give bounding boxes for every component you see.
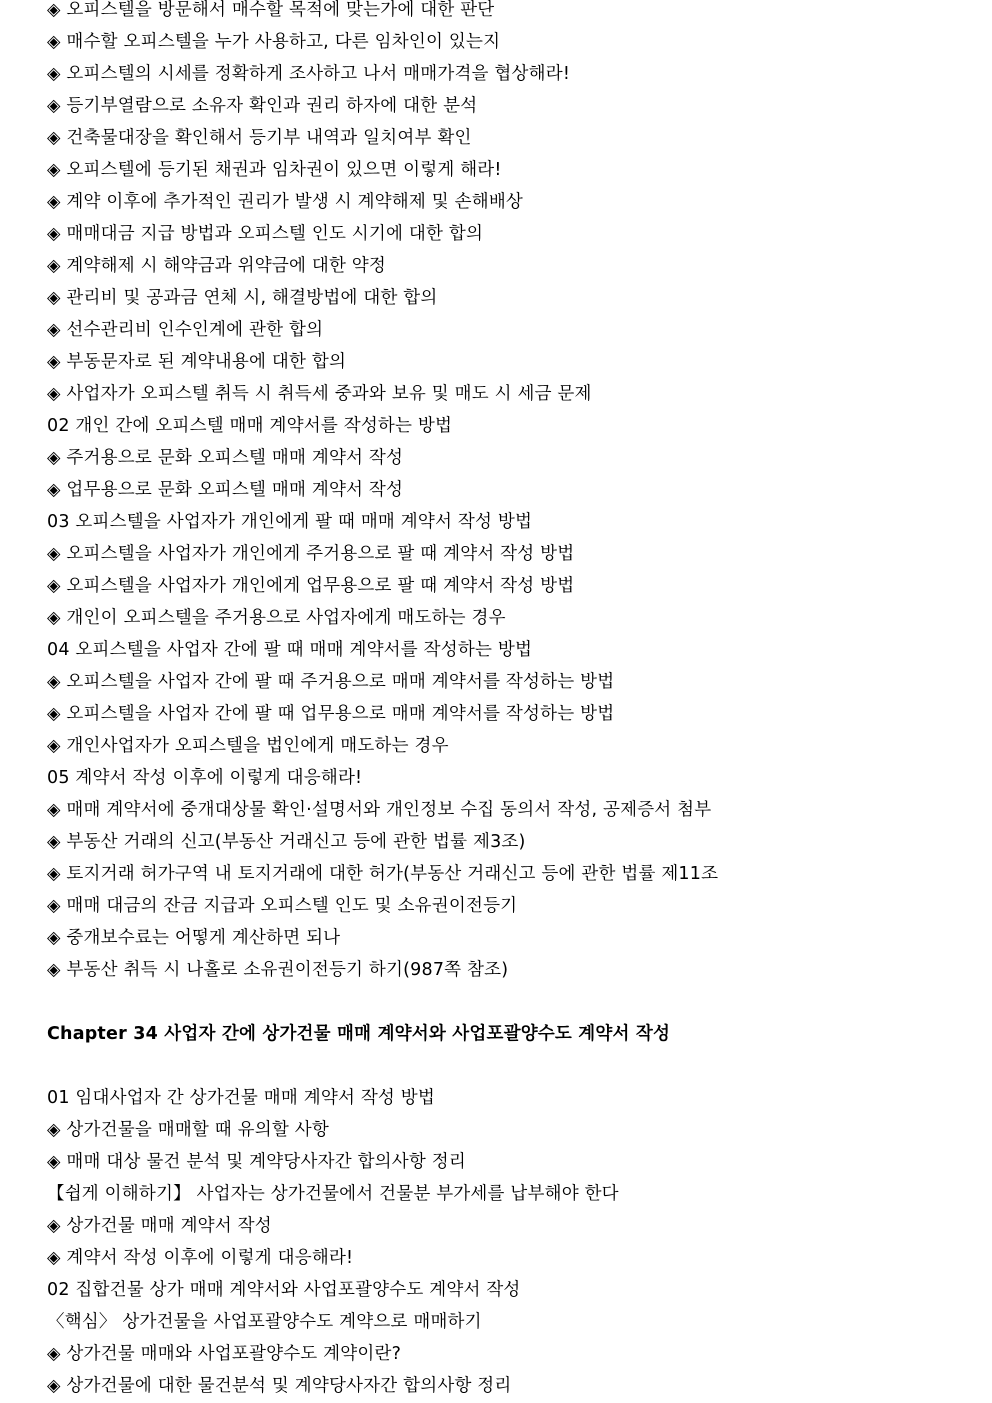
- section-heading: 04 오피스텔을 사업자 간에 팔 때 매매 계약서를 작성하는 방법: [47, 640, 533, 660]
- list-item: ◈ 오피스텔을 사업자가 개인에게 주거용으로 팔 때 계약서 작성 방법: [47, 544, 575, 564]
- list-item: ◈ 등기부열람으로 소유자 확인과 권리 하자에 대한 분석: [47, 96, 478, 116]
- note-item: 〈핵심〉 상가건물을 사업포괄양수도 계약으로 매매하기: [47, 1312, 482, 1332]
- section-heading: 02 개인 간에 오피스텔 매매 계약서를 작성하는 방법: [47, 416, 453, 436]
- list-item: ◈ 상가건물 매매 계약서 작성: [47, 1216, 272, 1236]
- list-item: ◈ 선수관리비 인수인계에 관한 합의: [47, 320, 324, 340]
- list-item: ◈ 계약 이후에 추가적인 권리가 발생 시 계약해제 및 손해배상: [47, 192, 524, 212]
- list-item: ◈ 매매대금 지급 방법과 오피스텔 인도 시기에 대한 합의: [47, 224, 484, 244]
- list-item: ◈ 부동산 취득 시 나홀로 소유권이전등기 하기(987쪽 참조): [47, 960, 509, 980]
- list-item: ◈ 오피스텔의 시세를 정확하게 조사하고 나서 매매가격을 협상해라!: [47, 64, 571, 84]
- list-item: ◈ 상가건물 매매와 사업포괄양수도 계약이란?: [47, 1344, 402, 1364]
- list-item: ◈ 개인사업자가 오피스텔을 법인에게 매도하는 경우: [47, 736, 449, 756]
- list-item: ◈ 관리비 및 공과금 연체 시, 해결방법에 대한 합의: [47, 288, 438, 308]
- list-item: ◈ 계약해제 시 해약금과 위약금에 대한 약정: [47, 256, 387, 276]
- list-item: ◈ 개인이 오피스텔을 주거용으로 사업자에게 매도하는 경우: [47, 608, 506, 628]
- section-heading: 01 임대사업자 간 상가건물 매매 계약서 작성 방법: [47, 1088, 436, 1108]
- document-body: [47, 0, 977, 1402]
- list-item: ◈ 오피스텔을 방문해서 매수할 목적에 맞는가에 대한 판단: [47, 0, 495, 20]
- list-item: ◈ 오피스텔에 등기된 채권과 임차권이 있으면 이렇게 해라!: [47, 160, 502, 180]
- list-item: ◈ 중개보수료는 어떻게 계산하면 되나: [47, 928, 341, 948]
- list-item: ◈ 건축물대장을 확인해서 등기부 내역과 일치여부 확인: [47, 128, 472, 148]
- list-item: ◈ 사업자가 오피스텔 취득 시 취득세 중과와 보유 및 매도 시 세금 문제: [47, 384, 592, 404]
- list-item: ◈ 주거용으로 문화 오피스텔 매매 계약서 작성: [47, 448, 404, 468]
- list-item: ◈ 오피스텔을 사업자 간에 팔 때 주거용으로 매매 계약서를 작성하는 방법: [47, 672, 615, 692]
- list-item: ◈ 매매 계약서에 중개대상물 확인·설명서와 개인정보 수집 동의서 작성, 공제증서 첨부: [47, 800, 712, 820]
- chapter-title: Chapter 34 사업자 간에 상가건물 매매 계약서와 사업포괄양수도 계약서 작성: [47, 1024, 671, 1044]
- note-item: 【쉽게 이해하기】 사업자는 상가건물에서 건물분 부가세를 납부해야 한다: [47, 1184, 619, 1204]
- section-heading: 03 오피스텔을 사업자가 개인에게 팔 때 매매 계약서 작성 방법: [47, 512, 533, 532]
- list-item: ◈ 계약서 작성 이후에 이렇게 대응해라!: [47, 1248, 354, 1268]
- list-item: ◈ 상가건물을 매매할 때 유의할 사항: [47, 1120, 329, 1140]
- section-heading: 02 집합건물 상가 매매 계약서와 사업포괄양수도 계약서 작성: [47, 1280, 521, 1300]
- blank-line: [47, 986, 977, 1018]
- blank-line: [47, 1050, 977, 1082]
- list-item: ◈ 업무용으로 문화 오피스텔 매매 계약서 작성: [47, 480, 404, 500]
- list-item: ◈ 매매 대금의 잔금 지급과 오피스텔 인도 및 소유권이전등기: [47, 896, 518, 916]
- list-item: ◈ 오피스텔을 사업자 간에 팔 때 업무용으로 매매 계약서를 작성하는 방법: [47, 704, 615, 724]
- list-item: ◈ 오피스텔을 사업자가 개인에게 업무용으로 팔 때 계약서 작성 방법: [47, 576, 575, 596]
- section-heading: 05 계약서 작성 이후에 이렇게 대응해라!: [47, 768, 363, 788]
- list-item: ◈ 토지거래 허가구역 내 토지거래에 대한 허가(부동산 거래신고 등에 관한 법률 제11조: [47, 864, 719, 884]
- list-item: ◈ 부동문자로 된 계약내용에 대한 합의: [47, 352, 347, 372]
- list-item: ◈ 매수할 오피스텔을 누가 사용하고, 다른 임차인이 있는지: [47, 32, 501, 52]
- list-item: ◈ 상가건물에 대한 물건분석 및 계약당사자간 합의사항 정리: [47, 1376, 512, 1396]
- list-item: ◈ 부동산 거래의 신고(부동산 거래신고 등에 관한 법률 제3조): [47, 832, 526, 852]
- list-item: ◈ 매매 대상 물건 분석 및 계약당사자간 합의사항 정리: [47, 1152, 466, 1172]
